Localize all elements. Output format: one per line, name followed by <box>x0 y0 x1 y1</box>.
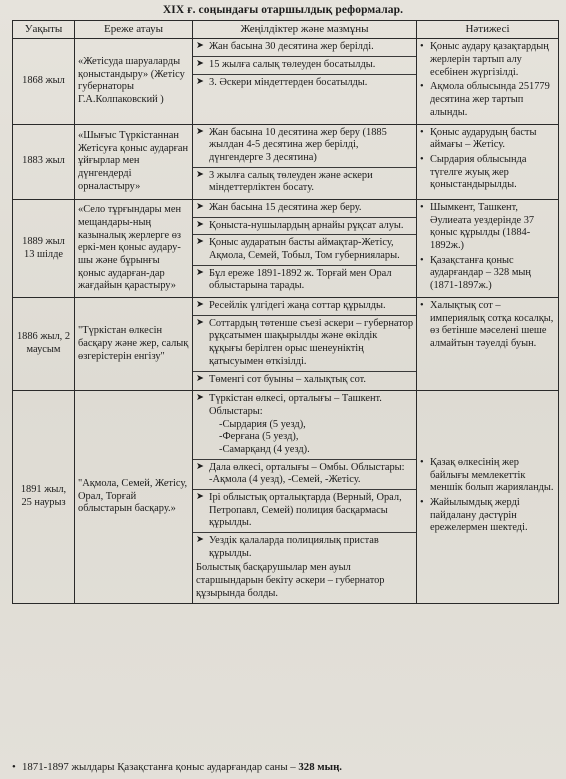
reforms-table <box>12 20 559 604</box>
content-item: ➤ 3 жылға салық төлеуден және әскери міндеттерліктен босату. <box>196 169 373 194</box>
table-row <box>13 124 559 199</box>
row-content <box>193 124 417 199</box>
row-year: 1889 жыл 13 шілде <box>13 199 75 297</box>
header-result: Нәтижесі <box>417 21 559 39</box>
result-item: • Халықтық сот – империялық сотқа косалқы, өз бетінше мәселені шеше алмайтын тәуелді буын. <box>420 300 555 351</box>
row-result <box>417 298 559 391</box>
content-item: ➤ Ірі облыстық орталықтарда (Верный, Орал, Петропавл, Семей) полиция басқармасы құрылды. <box>196 492 413 533</box>
check-arrow-icon: ➤ <box>196 300 204 311</box>
content-item: ➤ Соттардың төтенше съезі әскери – губернатор рұқсатымен шақырылды және өкілдік құқығы берілген орыс шенеуніктің қатысуымен өткізілді. <box>196 318 413 372</box>
content-item: ➤ Қоныс аударатын басты аймақтар-Жетісу, Ақмола, Семей, Тобыл, Том губерниялары. <box>196 237 413 265</box>
check-arrow-icon: ➤ <box>196 76 204 87</box>
row-result <box>417 124 559 199</box>
row-act: "Ақмола, Семей, Жетісу, Орал, Торғай облыстарын басқару.» <box>75 391 193 603</box>
check-arrow-icon: ➤ <box>196 317 204 328</box>
content-item: ➤ Қоныста-нушылардың арнайы рұқсат алуы. <box>196 220 413 236</box>
table-row <box>13 391 559 603</box>
row-year: 1883 жыл <box>13 124 75 199</box>
row-content <box>193 199 417 297</box>
footer-note <box>12 761 342 773</box>
content-item: ➤ Дала өлкесі, орталығы – Омбы. Облыстары: -Ақмола (4 уезд), -Семей, -Жетісу. <box>196 462 413 490</box>
row-act: «Жетісуда шаруаларды қоныстандыру» (Жетісу губернаторы Г.А.Колпаковский ) <box>75 39 193 124</box>
header-content: Жеңілдіктер және мазмұны <box>193 21 417 39</box>
sub-item: -Ферғана (5 уезд), <box>219 431 299 443</box>
bullet-icon: • <box>12 761 16 773</box>
result-item: • Ақмола облысында 251779 десятина жер тартып алынды. <box>420 81 555 119</box>
check-arrow-icon: ➤ <box>196 237 204 248</box>
row-act: "Түркістан өлкесін басқару және жер, салық өзгерістерін енгізу" <box>75 298 193 391</box>
footer-text: 1871-1897 жылдары Қазақстанға қоныс аударғандар саны – <box>22 761 299 773</box>
table-row <box>13 39 559 124</box>
row-result <box>417 391 559 603</box>
check-arrow-icon: ➤ <box>196 41 204 52</box>
row-act: «Шығыс Түркістаннан Жетісуға қоныс аударған ұйғырлар мен дүнгендерді орналастыру» <box>75 124 193 199</box>
row-content <box>193 39 417 124</box>
check-arrow-icon: ➤ <box>196 461 204 472</box>
row-result <box>417 39 559 124</box>
table-row <box>13 199 559 297</box>
content-item: ➤ Ресейлік үлгідегі жаңа соттар құрылды. <box>196 300 413 316</box>
row-year: 1891 жыл, 25 наурыз <box>13 391 75 603</box>
content-note: Болыстық басқарушылар мен ауыл старшындарын бекіту әскери – губернатор құзырында болды. <box>196 562 385 599</box>
row-content <box>193 298 417 391</box>
check-arrow-icon: ➤ <box>196 373 204 384</box>
content-item: ➤ Төменгі сот буыны – халықтық сот. <box>196 373 367 385</box>
row-year: 1868 жыл <box>13 39 75 124</box>
header-act: Ереже атауы <box>75 21 193 39</box>
result-item: • Жайылымдық жерді пайдалану дәстүрін ережелермен шектеді. <box>420 497 555 535</box>
row-result <box>417 199 559 297</box>
table-row <box>13 298 559 391</box>
check-arrow-icon: ➤ <box>196 535 204 546</box>
header-time: Уақыты <box>13 21 75 39</box>
result-item: • Қазақстанға қоныс аударғандар – 328 мың (1871-1897ж.) <box>420 255 555 293</box>
check-arrow-icon: ➤ <box>196 169 204 180</box>
page-title: XIX ғ. соңындағы отаршылдық реформалар. <box>162 4 404 16</box>
content-item: ➤ Түркістан өлкесі, орталығы – Ташкент. Облыстары: -Сырдария (5 уезд), -Ферғана (5 уезд), -Самарқанд (4 уезд). <box>196 393 413 459</box>
result-item: • Шымкент, Ташкент, Әулиеата уездерінде 37 қоныс құрылды (1884-1892ж.) <box>420 202 555 253</box>
content-item: ➤ Жан басына 30 десятина жер берілді. <box>196 41 413 57</box>
check-arrow-icon: ➤ <box>196 393 204 404</box>
result-item: • Қоныс аударудың басты аймағы – Жетісу. <box>420 127 555 152</box>
check-arrow-icon: ➤ <box>196 267 204 278</box>
content-item: ➤ Бұл ереже 1891-1892 ж. Торғай мен Орал облыстарына тарады. <box>196 267 392 292</box>
footer-bold: 328 мың. <box>298 761 342 773</box>
check-arrow-icon: ➤ <box>196 201 204 212</box>
content-item: ➤ 15 жылға салық төлеуден босатылды. <box>196 59 413 75</box>
check-arrow-icon: ➤ <box>196 59 204 70</box>
result-item: • Қоныс аудару қазақтардың жерлерін тартып алу есебінен жүргізілді. <box>420 41 555 79</box>
row-act: «Село тұрғындары мен мещандары-ның казыналық жерлерге өз еркі-мен қоныс аудару-шы және бұрынғы қоныс аударған-дар жағдайын қарастыру» <box>75 199 193 297</box>
sub-item: -Сырдария (5 уезд), <box>219 418 306 430</box>
sub-item: -Самарқанд (4 уезд). <box>219 443 310 455</box>
content-item: ➤ Жан басына 10 десятина жер беру (1885 жылдан 4-5 десятина жер берілді, дүнгендерге 3 десятина) <box>196 127 413 168</box>
result-item: • Қазақ өлкесінің жер байлығы мемлекеттік меншік болып жарияланды. <box>420 457 555 495</box>
content-item: ➤ Жан басына 15 десятина жер беру. <box>196 202 413 218</box>
check-arrow-icon: ➤ <box>196 126 204 137</box>
content-item: ➤ 3. Әскери міндеттерден босатылды. <box>196 76 368 88</box>
content-item: ➤ Уездік қалаларда полициялық пристав құрылды. <box>196 535 379 559</box>
table-header-row <box>13 21 559 39</box>
check-arrow-icon: ➤ <box>196 219 204 230</box>
row-year: 1886 жыл, 2 маусым <box>13 298 75 391</box>
check-arrow-icon: ➤ <box>196 492 204 503</box>
row-content <box>193 391 417 603</box>
result-item: • Сырдария облысында түгелге жуық жер қоныстандырылды. <box>420 154 555 192</box>
